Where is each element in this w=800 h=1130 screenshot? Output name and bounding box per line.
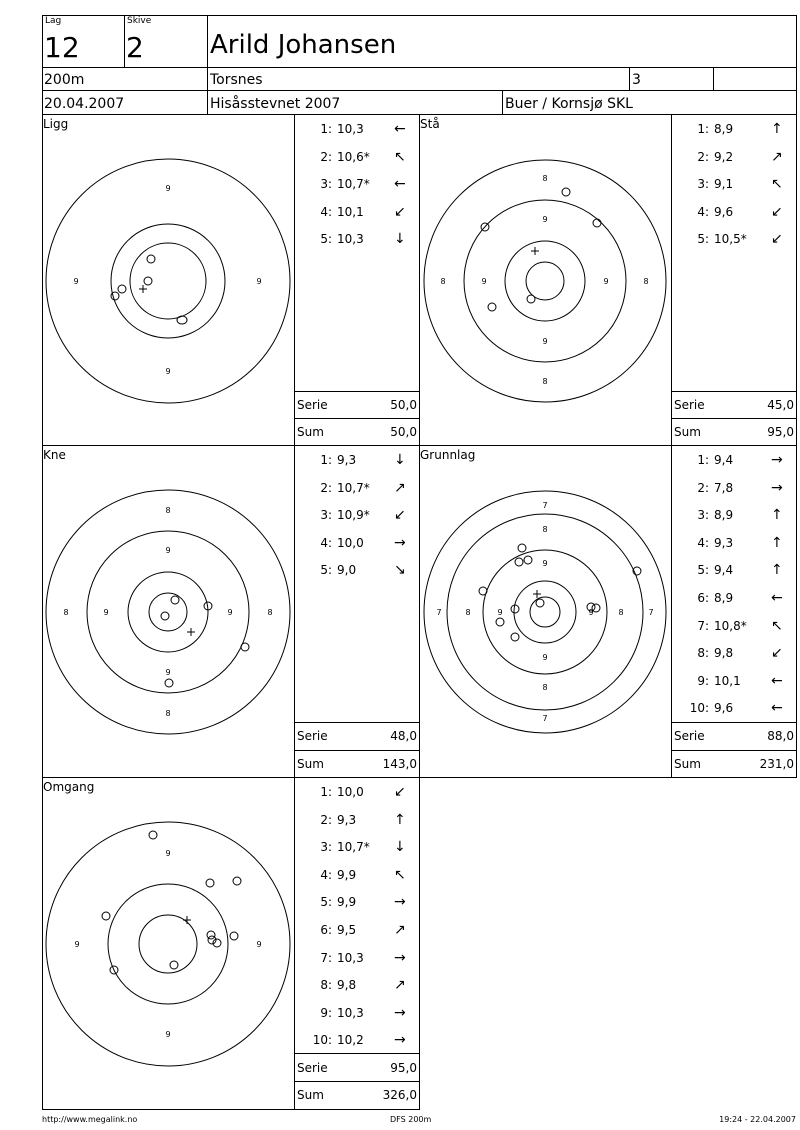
shot-direction-arrow-icon: ↓ <box>394 452 406 468</box>
shot-direction-arrow-icon: ↙ <box>394 204 406 220</box>
serie-value: 95,0 <box>390 1061 417 1075</box>
ring-label: 9 <box>165 184 171 193</box>
shot-score: 9,8 <box>714 646 734 660</box>
shot-number: 5: <box>320 563 332 577</box>
shot-number: 5: <box>697 563 709 577</box>
shot-direction-arrow-icon: ↙ <box>771 204 783 220</box>
round-title-kne: Kne <box>43 448 66 462</box>
ring-label: 8 <box>618 608 624 617</box>
sum-label: Sum <box>297 1088 324 1102</box>
shot-score: 10,7* <box>337 840 370 854</box>
shot-direction-arrow-icon: ↗ <box>771 149 783 165</box>
shot-direction-arrow-icon: ↘ <box>394 562 406 578</box>
shot-direction-arrow-icon: ← <box>394 121 406 137</box>
shot-score: 9,4 <box>714 453 734 467</box>
serie-label: Serie <box>297 729 328 743</box>
lag-label: Lag <box>45 16 62 26</box>
target-omgang <box>44 820 292 1068</box>
shot-direction-arrow-icon: ↑ <box>771 507 783 523</box>
shot-direction-arrow-icon: ↙ <box>771 645 783 661</box>
shot-hole <box>102 912 110 920</box>
shot-hole <box>496 618 504 626</box>
shot-direction-arrow-icon: ↖ <box>771 176 783 192</box>
shot-score: 9,6 <box>714 701 734 715</box>
shot-hole <box>536 599 544 607</box>
date: 20.04.2007 <box>44 96 125 112</box>
skive-label: Skive <box>127 16 152 26</box>
sum-label: Sum <box>297 425 324 439</box>
shot-number: 5: <box>320 232 332 246</box>
shot-number: 8: <box>697 646 709 660</box>
shot-number: 9: <box>320 1006 332 1020</box>
lag-value: 12 <box>44 31 80 64</box>
ring-label: 8 <box>63 608 69 617</box>
shot-number: 1: <box>320 122 332 136</box>
distance: 200m <box>44 72 85 88</box>
shot-score: 10,8* <box>714 619 747 633</box>
center-mark-icon <box>533 590 541 598</box>
center-mark-icon <box>139 285 147 293</box>
serie-value: 50,0 <box>390 398 417 412</box>
ring-label: 8 <box>542 683 548 692</box>
ring-label: 9 <box>73 277 79 286</box>
shot-hole <box>118 285 126 293</box>
shot-hole <box>206 879 214 887</box>
shot-number: 2: <box>697 481 709 495</box>
ring-label: 7 <box>542 501 548 510</box>
round-title-ligg: Ligg <box>43 117 69 131</box>
ring-label: 9 <box>165 367 171 376</box>
shot-number: 10: <box>689 701 709 715</box>
shot-number: 1: <box>697 122 709 136</box>
shot-direction-arrow-icon: ↑ <box>394 812 406 828</box>
shot-direction-arrow-icon: ↓ <box>394 231 406 247</box>
shot-number: 6: <box>320 923 332 937</box>
shot-score: 10,3 <box>337 232 364 246</box>
sum-label: Sum <box>297 757 324 771</box>
shot-direction-arrow-icon: ← <box>771 700 783 716</box>
shot-score: 9,0 <box>337 563 357 577</box>
ring-label: 9 <box>227 608 233 617</box>
shot-direction-arrow-icon: → <box>394 894 406 910</box>
ring-label: 9 <box>497 608 503 617</box>
ring-label: 9 <box>165 1030 171 1039</box>
shot-hole <box>511 633 519 641</box>
shot-score: 9,8 <box>337 978 357 992</box>
shot-number: 4: <box>320 536 332 550</box>
ring-label: 7 <box>542 714 548 723</box>
serie-label: Serie <box>674 398 705 412</box>
ring-label: 8 <box>465 608 471 617</box>
ring-label: 9 <box>542 653 548 662</box>
shot-score: 10,5* <box>714 232 747 246</box>
shot-number: 5: <box>697 232 709 246</box>
sum-label: Sum <box>674 757 701 771</box>
shot-direction-arrow-icon: → <box>771 480 783 496</box>
shot-number: 10: <box>312 1033 332 1047</box>
shot-score: 10,6* <box>337 150 370 164</box>
shot-score: 10,9* <box>337 508 370 522</box>
shot-score: 10,3 <box>337 122 364 136</box>
target-ligg <box>44 157 292 405</box>
shot-hole <box>170 961 178 969</box>
shot-direction-arrow-icon: ↙ <box>394 507 406 523</box>
ring-label: 9 <box>165 668 171 677</box>
ring-label: 9 <box>542 215 548 224</box>
shot-direction-arrow-icon: → <box>771 452 783 468</box>
footer-timestamp: 19:24 - 22.04.2007 <box>719 1115 796 1124</box>
ring-label: 8 <box>643 277 649 286</box>
shot-score: 10,1 <box>714 674 741 688</box>
ring-label: 7 <box>436 608 442 617</box>
shot-hole <box>562 188 570 196</box>
shot-direction-arrow-icon: ← <box>771 590 783 606</box>
shot-hole <box>111 292 119 300</box>
shooter-name: Arild Johansen <box>210 30 397 60</box>
shot-direction-arrow-icon: → <box>394 950 406 966</box>
round-title-omgang: Omgang <box>43 780 95 794</box>
shot-number: 1: <box>320 785 332 799</box>
ring-label: 8 <box>267 608 273 617</box>
shot-number: 4: <box>697 536 709 550</box>
ring-label: 9 <box>165 849 171 858</box>
class: 3 <box>632 72 641 88</box>
ring-label: 9 <box>603 277 609 286</box>
shot-direction-arrow-icon: ↙ <box>771 231 783 247</box>
serie-value: 48,0 <box>390 729 417 743</box>
shot-direction-arrow-icon: ↗ <box>394 977 406 993</box>
shot-direction-arrow-icon: ↓ <box>394 839 406 855</box>
shot-score: 10,3 <box>337 1006 364 1020</box>
footer-program: DFS 200m <box>390 1115 432 1124</box>
shot-number: 3: <box>320 177 332 191</box>
target-kne <box>44 488 292 736</box>
target-sta <box>421 157 669 405</box>
shot-hole <box>161 612 169 620</box>
ring-label: 7 <box>648 608 654 617</box>
shot-number: 2: <box>320 481 332 495</box>
sum-value: 326,0 <box>382 1088 417 1102</box>
shot-hole <box>515 558 523 566</box>
ring-label: 9 <box>165 546 171 555</box>
ring-label: 9 <box>481 277 487 286</box>
skive-value: 2 <box>126 31 144 64</box>
club: Torsnes <box>210 72 263 88</box>
ring-label: 9 <box>74 940 80 949</box>
ring-label: 8 <box>542 174 548 183</box>
shot-score: 8,9 <box>714 591 734 605</box>
shot-direction-arrow-icon: ↗ <box>394 480 406 496</box>
shot-number: 1: <box>320 453 332 467</box>
sum-label: Sum <box>674 425 701 439</box>
target-grunnlag <box>421 488 669 736</box>
shot-score: 9,9 <box>337 895 357 909</box>
shot-direction-arrow-icon: ← <box>771 673 783 689</box>
center-mark-icon <box>183 916 191 924</box>
serie-value: 88,0 <box>767 729 794 743</box>
shot-score: 10,7* <box>337 481 370 495</box>
shot-score: 9,2 <box>714 150 734 164</box>
shot-hole <box>593 219 601 227</box>
center-mark-icon <box>531 247 539 255</box>
shot-number: 4: <box>320 868 332 882</box>
sum-value: 50,0 <box>390 425 417 439</box>
shot-score: 10,0 <box>337 785 364 799</box>
shot-direction-arrow-icon: ↑ <box>771 535 783 551</box>
shot-hole <box>524 556 532 564</box>
shot-direction-arrow-icon: ↙ <box>394 784 406 800</box>
shot-number: 6: <box>697 591 709 605</box>
shot-hole <box>165 679 173 687</box>
serie-value: 45,0 <box>767 398 794 412</box>
shot-score: 10,1 <box>337 205 364 219</box>
shot-direction-arrow-icon: ↖ <box>394 149 406 165</box>
sum-value: 231,0 <box>759 757 794 771</box>
shot-number: 2: <box>697 150 709 164</box>
ring-label: 8 <box>440 277 446 286</box>
shot-number: 5: <box>320 895 332 909</box>
ring-label: 8 <box>165 506 171 515</box>
ring-label: 9 <box>256 940 262 949</box>
shot-score: 9,4 <box>714 563 734 577</box>
shot-number: 7: <box>320 951 332 965</box>
round-title-sta: Stå <box>420 117 440 131</box>
shot-number: 3: <box>697 177 709 191</box>
shot-hole <box>241 643 249 651</box>
footer-url: http://www.megalink.no <box>42 1115 138 1124</box>
serie-label: Serie <box>297 1061 328 1075</box>
shot-direction-arrow-icon: → <box>394 535 406 551</box>
shot-direction-arrow-icon: ↖ <box>771 618 783 634</box>
shot-score: 9,1 <box>714 177 734 191</box>
shot-number: 2: <box>320 813 332 827</box>
shot-score: 9,3 <box>337 453 357 467</box>
shot-hole <box>488 303 496 311</box>
ring-label: 9 <box>542 337 548 346</box>
shot-direction-arrow-icon: → <box>394 1032 406 1048</box>
shot-direction-arrow-icon: ↗ <box>394 922 406 938</box>
serie-label: Serie <box>297 398 328 412</box>
shot-number: 3: <box>697 508 709 522</box>
shot-direction-arrow-icon: ↑ <box>771 121 783 137</box>
ring-label: 8 <box>165 709 171 718</box>
shot-score: 9,6 <box>714 205 734 219</box>
event: Hisåsstevnet 2007 <box>210 96 341 112</box>
ring-label: 9 <box>256 277 262 286</box>
shot-hole <box>147 255 155 263</box>
ring-label: 8 <box>542 377 548 386</box>
serie-label: Serie <box>674 729 705 743</box>
shot-score: 9,3 <box>714 536 734 550</box>
shot-hole <box>527 295 535 303</box>
shot-score: 9,9 <box>337 868 357 882</box>
shot-score: 10,2 <box>337 1033 364 1047</box>
shot-score: 8,9 <box>714 508 734 522</box>
shot-number: 2: <box>320 150 332 164</box>
shot-direction-arrow-icon: ↖ <box>394 867 406 883</box>
shot-number: 8: <box>320 978 332 992</box>
shot-number: 4: <box>320 205 332 219</box>
ring-label: 9 <box>103 608 109 617</box>
shot-direction-arrow-icon: ↑ <box>771 562 783 578</box>
ring-label: 9 <box>588 608 594 617</box>
sum-value: 95,0 <box>767 425 794 439</box>
shot-score: 10,7* <box>337 177 370 191</box>
shot-hole <box>479 587 487 595</box>
sum-value: 143,0 <box>382 757 417 771</box>
shot-score: 10,0 <box>337 536 364 550</box>
center-mark-icon <box>187 628 195 636</box>
shot-number: 3: <box>320 840 332 854</box>
shot-score: 9,3 <box>337 813 357 827</box>
shot-direction-arrow-icon: → <box>394 1005 406 1021</box>
shot-hole <box>233 877 241 885</box>
shot-number: 4: <box>697 205 709 219</box>
shot-hole <box>149 831 157 839</box>
shot-number: 3: <box>320 508 332 522</box>
shot-number: 1: <box>697 453 709 467</box>
shot-direction-arrow-icon: ← <box>394 176 406 192</box>
shot-score: 7,8 <box>714 481 734 495</box>
round-title-grunnlag: Grunnlag <box>420 448 476 462</box>
shot-hole <box>230 932 238 940</box>
organizer: Buer / Kornsjø SKL <box>505 96 633 112</box>
shot-score: 9,5 <box>337 923 357 937</box>
shot-hole <box>144 277 152 285</box>
shot-score: 8,9 <box>714 122 734 136</box>
shot-number: 7: <box>697 619 709 633</box>
ring-label: 8 <box>542 525 548 534</box>
shot-hole <box>177 316 187 324</box>
shot-hole <box>518 544 526 552</box>
shot-hole <box>171 596 179 604</box>
ring-label: 9 <box>542 559 548 568</box>
shot-score: 10,3 <box>337 951 364 965</box>
shot-number: 9: <box>697 674 709 688</box>
